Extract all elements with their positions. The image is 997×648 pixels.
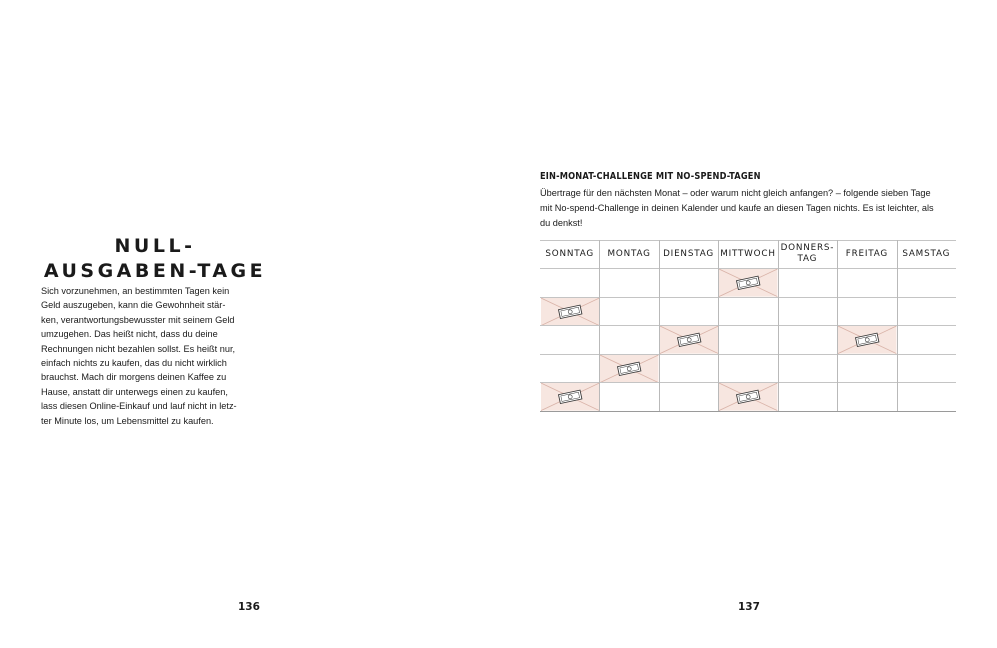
crossed-banknote-icon bbox=[838, 326, 896, 354]
calendar-grid bbox=[540, 240, 956, 411]
intro-line: du denkst! bbox=[540, 218, 583, 228]
body-line: brauchst. Mach dir morgens deinen Kaffee zu bbox=[41, 372, 227, 383]
calendar-row-line bbox=[540, 297, 956, 298]
crossed-banknote-icon bbox=[719, 269, 777, 297]
day-header: DIENSTAG bbox=[663, 248, 714, 259]
left-page bbox=[0, 0, 498, 648]
body-line: Rechnungen nicht bezahlen sollst. Es heißt nur, bbox=[41, 343, 236, 354]
crossed-banknote-icon bbox=[660, 326, 718, 354]
intro-paragraph bbox=[540, 186, 960, 231]
crossed-banknote-icon bbox=[541, 298, 599, 326]
page-number-left: 136 bbox=[238, 601, 260, 613]
right-page bbox=[498, 0, 997, 648]
body-line: Geld auszugeben, kann die Gewohnheit stär- bbox=[41, 300, 226, 311]
body-line: Sich vorzunehmen, an bestimmten Tagen kein bbox=[41, 286, 230, 296]
body-line: ter Minute los, um Lebensmittel zu kaufen. bbox=[41, 415, 214, 426]
day-header: MITTWOCH bbox=[720, 248, 776, 259]
day-header: FREITAG bbox=[845, 248, 888, 259]
body-line: Hause, anstatt dir unterwegs einen zu kaufen, bbox=[41, 386, 228, 397]
body-line: einfach nichts zu kaufen, das du nicht wirklich bbox=[41, 358, 227, 369]
body-line: umzugehen. Das heißt nicht, dass du deine bbox=[41, 329, 218, 340]
calendar-row-line bbox=[540, 411, 956, 412]
title-line-2: AUSGABEN-TAGE bbox=[43, 260, 267, 282]
day-header: DONNERS- TAG bbox=[780, 243, 835, 264]
body-line: lass diesen Online-Einkauf und lauf nicht in letz- bbox=[41, 401, 237, 412]
intro-line: Übertrage für den nächsten Monat – oder warum nicht gleich anfangen? – folgende sieben Tage bbox=[540, 188, 931, 198]
section-title: EIN-MONAT-CHALLENGE MIT NO-SPEND-TAGEN bbox=[540, 171, 761, 182]
day-header: SAMSTAG bbox=[902, 248, 951, 259]
day-header: MONTAG bbox=[607, 248, 651, 259]
title-line-1: NULL- bbox=[114, 235, 196, 257]
crossed-banknote-icon bbox=[541, 383, 599, 411]
intro-line: mit No-spend-Challenge in deinen Kalender und kaufe an diesen Tagen nichts. Es ist leichter, als bbox=[540, 203, 934, 213]
page-title bbox=[40, 234, 270, 284]
page-number-right: 137 bbox=[738, 601, 760, 613]
body-paragraph bbox=[41, 284, 246, 428]
crossed-banknote-icon bbox=[719, 383, 777, 411]
body-line: ken, verantwortungsbewusster mit seinem Geld bbox=[41, 314, 235, 325]
day-header: SONNTAG bbox=[545, 248, 595, 259]
crossed-banknote-icon bbox=[600, 355, 658, 383]
